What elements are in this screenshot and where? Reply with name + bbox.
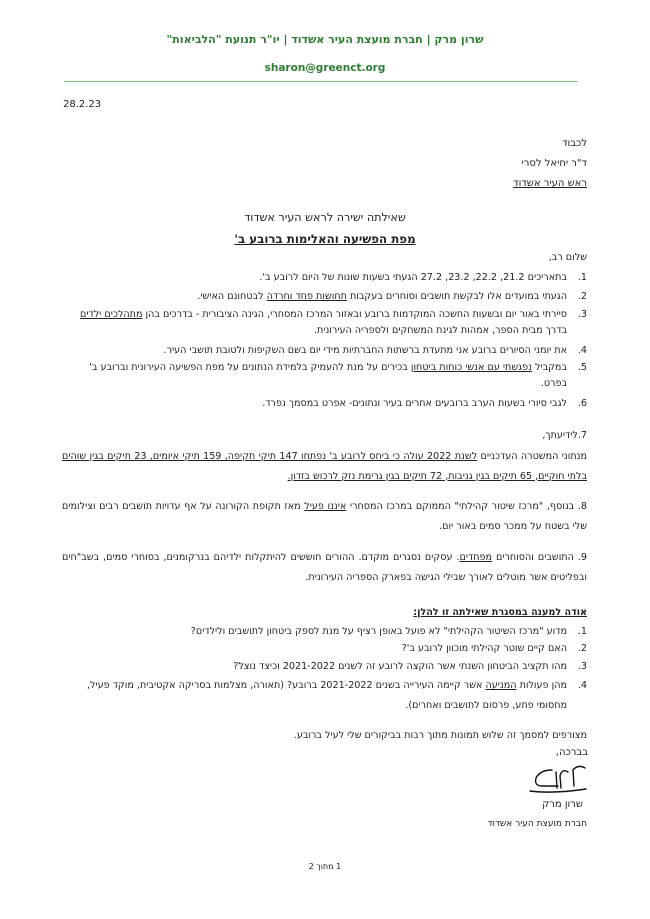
text-run: מהו תקציב הביטחון השנתי אשר הוקצה לרובע זה לשנים 2021-2022 וכיצד נוצל? [233,661,567,672]
text-run: את יומני הסיורים ברובע אני מתעדת ברשתות החברתיות מידי יום בשם השקיפות ולטובת תושבי העיר. [163,345,567,356]
list-item: 5. במקביל נפגשתי עם אנשי כוחות ביטחון בכירים על מנת להעמיק בלמידת הנתונים על מפת הפשיעה העירונית וברובע ב' בפרט. [89,362,587,389]
letterhead-email[interactable]: sharon@greenct.org [264,62,386,74]
page-number: 1 מתוך 2 [308,862,342,871]
text-run: האם קיים שוטר קהילתי מוכוון לרובע ב'? [401,643,567,654]
underlined-text: המניעה [485,680,517,691]
text-run: אשר קיימה העירייה בשנים 2021-2022 ברובע? (תאורה, מצלמות בסריקה אקטיבית, מוקד פעיל, מחסומי פתע, פרסום לתושבים ואחרים). [87,680,567,711]
recipient-title: ראש העיר אשדוד [513,178,587,189]
list-item: 1. בתאריכים 21.2, 22.2, 23.2, 27.2 הגעתי בשעות שונות של היום לרובע ב'. [259,272,587,283]
list-item: 3. סיירתי באור יום ובשעות החשכה המוקדמות ברובע ובאזור המרכז המסחרי, הגינה הציבורית - בדרכים בהן מתהלכים ילדים בדרך מבית הספר, אמהות לגינת המשחקים ולספריה העירונית. [79,309,587,336]
signatory-name: שרון מרק [542,799,583,810]
underlined-text: תחושות פחד וחרדה [266,291,347,302]
greeting: שלום רב, [548,252,587,263]
list-item: 2. הגעתי במועדים אלו לבקשת תושבים וסוחרים בעקבות תחושות פחד וחרדה לבטחונם האישי. [197,291,587,302]
text-run: מדוע "מרכז השיטור הקהילתי" לא פועל באופן רציף על מנת לספק ביטחון לתושבים ולילדים? [190,626,567,637]
item9-body [62,548,587,587]
text-run: בתאריכים 21.2, 22.2, 23.2, 27.2 הגעתי בשעות שונות של היום לרובע ב'. [259,272,567,283]
text-run: מהן פעולות [516,680,567,691]
underlined-text: נפגשתי עם אנשי כוחות ביטחון [410,362,532,373]
item-number: 8. [574,501,587,512]
underlined-text: מפחדים [459,552,492,563]
text-run: סיירתי באור יום ובשעות החשכה המוקדמות ברובע ובאזור המרכז המסחרי, הגינה הציבורית - בדרכים בהן [142,309,567,320]
text-run: במקביל [531,362,567,373]
question-item: 4. מהן פעולות המניעה אשר קיימה העירייה בשנים 2021-2022 ברובע? (תאורה, מצלמות בסריקה אקטיבית, מוקד פעיל, מחסומי פתע, פרסום לתושבים ואחרים). [87,680,587,711]
letterhead-title: שרון מרק | חברת מועצת העיר אשדוד | יו"ר תנועת "הלביאות" [166,33,484,46]
subject-line: שאילתה ישירה לראש העיר אשדוד [244,211,406,224]
item7-body [62,447,587,486]
subject-title: מפת הפשיעה והאלימות ברובע ב' [234,232,416,246]
text-run: הגעתי במועדים אלו לבקשת תושבים וסוחרים בעקבות [346,291,567,302]
text-run: בדרך מבית הספר, אמהות לגינת המשחקים ולספריה העירונית. [313,325,567,336]
underlined-text: לשנת 2022 עולה כי ביחס לרובע ב' נפתחו 147 תיקי תקיפה, 159 תיקי איומים, 23 תיקים בגין שוהים בלתי חוקיים, 65 תיקים בגין גניבות, 72 תיקים בגין גרימת נזק לרכוש בזדון. [62,451,587,482]
list-item: 4. את יומני הסיורים ברובע אני מתעדת ברשתות החברתיות מידי יום בשם השקיפות ולטובת תושבי העיר. [163,345,587,356]
text-run: מאז תקופת הקורונה על אף עדויות תושבים רבים וצילומים שלי בשטח על ממכר סמים באור יום. [62,501,587,532]
text-run: מנתוני המשטרה העדכניים [477,451,587,462]
text-run: בנוסף, "מרכז שיטור קהילתי" הממוקם במרכז המסחרי [346,501,575,512]
signatory-role: חברת מועצת העיר אשדוד [487,819,587,829]
text-run: לבטחונם האישי. [197,291,267,302]
attachments-note: מצורפים למסמך זה שלוש תמונות מתוך רבות בביקורים שלי לעיל ברובע. [293,730,587,741]
text-run: . עסקים נסגרים מוקדם. ההורים חוששים להיתקלות ילדיהם בנרקומנים, בסוחרי סמים, בשב"חים ובפליטים אשר מוטלים לאורך שבילי הגישה בפארק הספריה העירונית. [62,552,587,583]
text-run: בכירים על מנת להעמיק בלמידת הנתונים על מפת הפשיעה העירונית וברובע ב' בפרט. [89,362,567,389]
recipient-name: ד"ר יחיאל לסרי [521,158,587,169]
questions-heading: אודה למענה במסגרת שאילתה זו להלן: [413,607,587,618]
list-item: 6. לגבי סיורי בשעות הערב ברובעים אחרים בעיר ונתונים- אפרט במסמך נפרד. [262,398,587,409]
closing-blessing: בברכה, [555,747,588,758]
question-item: 2. האם קיים שוטר קהילתי מוכוון לרובע ב'? [401,643,587,654]
item-number: 9. [573,552,588,563]
letterhead-divider [64,81,578,82]
recipient-salutation: לכבוד [562,138,587,149]
text-run: התושבים והסוחרים [492,552,574,563]
item8-body [62,497,587,536]
question-item: 1. מדוע "מרכז השיטור הקהילתי" לא פועל באופן רציף על מנת לספק ביטחון לתושבים ולילדים? [190,626,587,637]
underlined-text: מתהלכים ילדים [79,309,143,320]
signature-scribble [528,758,588,796]
letter-date: 28.2.23 [63,99,102,110]
underlined-text: איננו פעיל [304,501,347,512]
signature [528,758,588,796]
text-run: לגבי סיורי בשעות הערב ברובעים אחרים בעיר ונתונים- אפרט במסמך נפרד. [262,398,567,409]
question-item: 3. מהו תקציב הביטחון השנתי אשר הוקצה לרובע זה לשנים 2021-2022 וכיצד נוצל? [233,661,587,672]
item7-heading: 7.לידיעתך, [542,430,587,441]
